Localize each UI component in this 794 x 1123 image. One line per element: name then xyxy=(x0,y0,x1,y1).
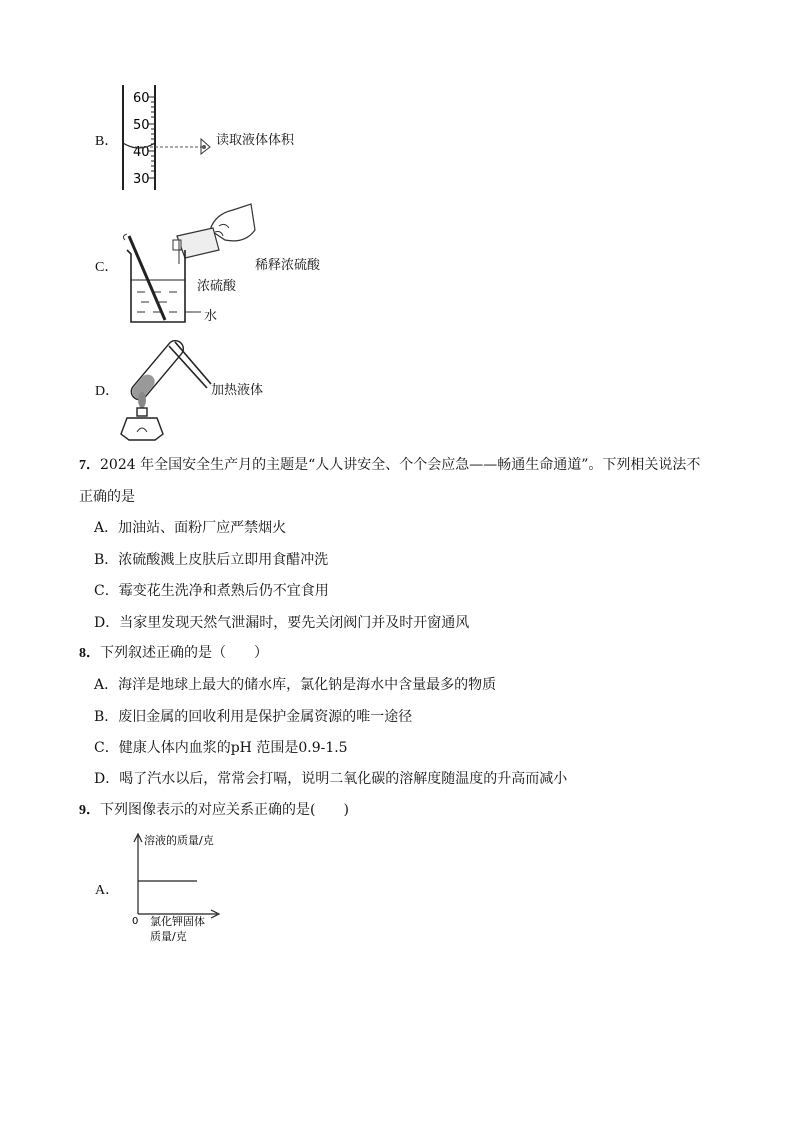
acid-bottle xyxy=(173,228,219,258)
question-number: 8． xyxy=(79,646,100,661)
origin-label: 0 xyxy=(132,916,139,927)
hand-icon xyxy=(210,204,255,241)
cylinder-scale-ticks xyxy=(148,97,155,178)
q8-option-b: B．废旧金属的回收利用是保护金属资源的唯一途径 xyxy=(94,709,413,725)
question-number: 9． xyxy=(79,803,100,818)
beaker xyxy=(127,250,185,322)
graph-a xyxy=(125,828,235,948)
stir-arrow xyxy=(123,234,127,240)
question-9-stem: 9．下列图像表示的对应关系正确的是( ) xyxy=(79,802,349,818)
q8-option-c: C．健康人体内血浆的pH 范围是0.9-1.5 xyxy=(94,740,348,756)
caption-heat-liquid: 加热液体 xyxy=(211,383,264,398)
question-7-line1: 2024 年全国安全生产月的主题是“人人讲安全、个个会应急——畅通生命通道”。下列相关说法不 xyxy=(100,457,701,473)
q7-option-d: D．当家里发现天然气泄漏时，要先关闭阀门并及时开窗通风 xyxy=(94,615,470,631)
q7-option-b: B．浓硫酸溅上皮肤后立即用食醋冲洗 xyxy=(94,552,329,568)
label-water: 水 xyxy=(204,309,218,324)
flame xyxy=(138,392,146,408)
q8-option-d: D．喝了汽水以后，常常会打嗝，说明二氧化碳的溶解度随温度的升高而减小 xyxy=(94,771,568,787)
glass-rod xyxy=(129,236,165,320)
heating-figure xyxy=(115,336,225,444)
test-tube xyxy=(128,337,187,402)
tick-label-30: 30 xyxy=(133,172,150,187)
option-b-label: B． xyxy=(95,134,119,149)
q7-option-c: C．霉变花生洗净和煮熟后仍不宜食用 xyxy=(94,583,329,599)
caption-read-volume: 读取液体体积 xyxy=(216,133,295,148)
q8-option-a: A．海洋是地球上最大的储水库，氯化钠是海水中含量最多的物质 xyxy=(94,677,497,693)
y-axis-label: 溶液的质量/克 xyxy=(144,834,214,847)
eye-icon xyxy=(201,139,210,154)
caption-dilute-acid: 稀释浓硫酸 xyxy=(255,258,321,273)
tick-label-40: 40 xyxy=(133,145,150,160)
question-7-line2: 正确的是 xyxy=(79,489,135,505)
alcohol-lamp xyxy=(121,408,163,440)
question-number: 7． xyxy=(79,458,100,473)
x-axis-label-line2: 质量/克 xyxy=(150,930,187,943)
question-8-stem: 8．下列叙述正确的是（ ） xyxy=(79,645,268,661)
tick-label-50: 50 xyxy=(133,118,150,133)
label-conc-acid: 浓硫酸 xyxy=(197,279,237,294)
q7-option-a: A．加油站、面粉厂应严禁烟火 xyxy=(94,520,287,536)
x-axis-label-line1: 氯化钾固体 xyxy=(150,915,205,928)
graph-a-label: A． xyxy=(95,883,120,898)
tick-label-60: 60 xyxy=(133,91,150,106)
option-d-label: D． xyxy=(95,384,120,399)
question-7-stem xyxy=(79,455,700,476)
option-c-label: C． xyxy=(95,260,119,275)
